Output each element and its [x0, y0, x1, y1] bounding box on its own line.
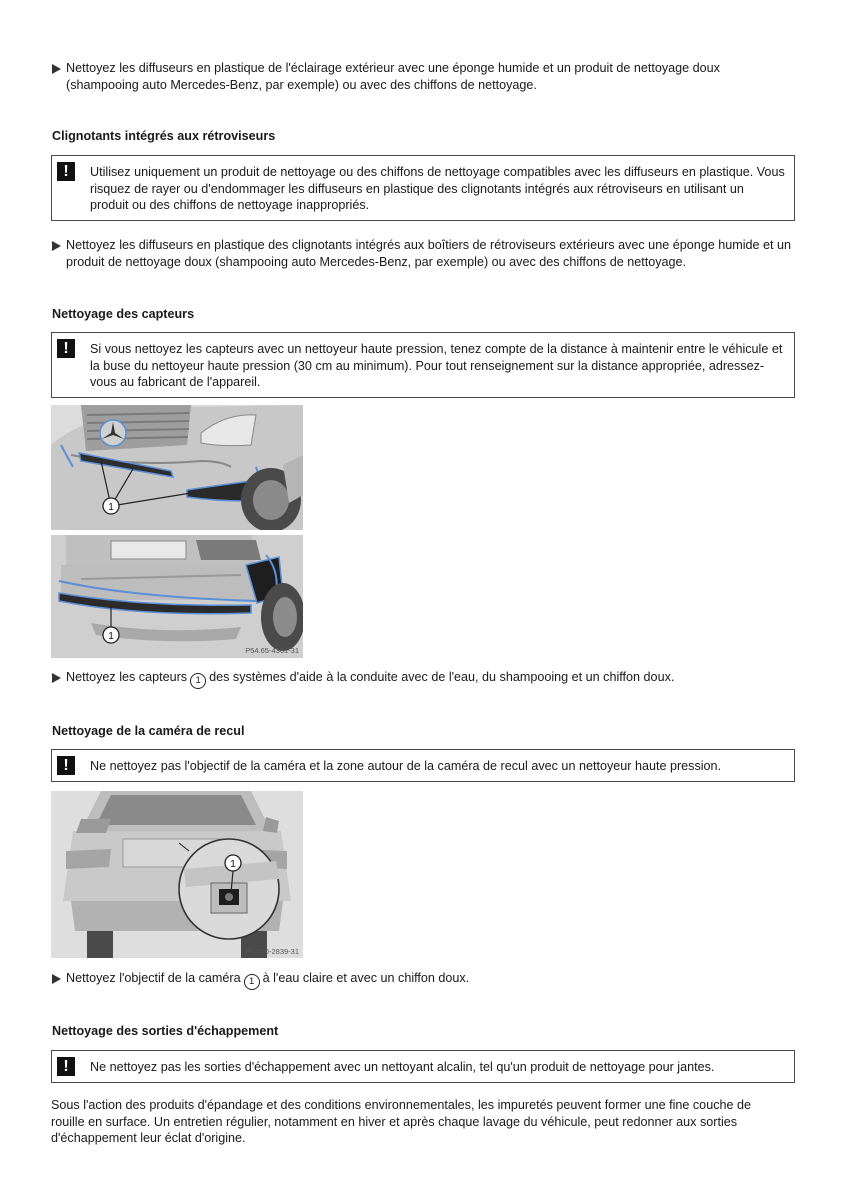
- step-text: Nettoyez l'objectif de la caméra: [66, 971, 241, 985]
- front-bumper-photo: [51, 405, 303, 530]
- heading-mirror-indicators: Clignotants intégrés aux rétroviseurs: [52, 129, 276, 143]
- warning-box-camera: [51, 749, 795, 782]
- step-arrow-icon: [52, 241, 61, 251]
- rear-camera-illustration: [51, 791, 303, 958]
- step-text: des systèmes d'aide à la conduite avec de l'eau, du shampooing et un chiffon doux.: [209, 670, 675, 684]
- step-sensors: [66, 669, 796, 689]
- warning-box-exhaust: [51, 1050, 795, 1083]
- step-arrow-icon: [52, 974, 61, 984]
- heading-exhaust-cleaning: Nettoyage des sorties d'échappement: [52, 1024, 279, 1038]
- exhaust-paragraph: Sous l'action des produits d'épandage et des conditions environnementales, les impuretés peuvent former une fine couche de rouille en surface. Un entretien régulier, notamment en hiver et après chaque lavage du véhicule, peut redonner aux sorties d'échappement leur éclat d'origine.: [51, 1098, 752, 1145]
- rear-camera-photo: [51, 791, 303, 958]
- intro-step: Nettoyez les diffuseurs en plastique de l'éclairage extérieur avec une éponge humide et un produit de nettoyage doux (shampooing auto Mercedes-Benz, par exemple) ou avec des chiffons de nettoyage.: [66, 61, 720, 92]
- warning-text: Utilisez uniquement un produit de nettoyage ou des chiffons de nettoyage compatibles avec les diffuseurs en plastique. Vous risquez de rayer ou d'endommager les diffuseurs en plastique des clignotants intégrés aux rétroviseurs en utilisant un produit ou des chiffons de nettoyage inappropriés.: [90, 165, 785, 212]
- callout-badge: 1: [190, 673, 206, 689]
- warning-icon: !: [57, 1057, 75, 1076]
- front-bumper-illustration: [51, 405, 303, 530]
- step-text: à l'eau claire et avec un chiffon doux.: [262, 971, 470, 985]
- figure-code: P54.00-2839-31: [245, 947, 299, 956]
- warning-box-mirrors: [51, 155, 795, 221]
- rear-bumper-illustration: [51, 535, 303, 658]
- step-arrow-icon: [52, 673, 61, 683]
- callout-badge: 1: [244, 974, 260, 990]
- figure-code: P54.65-4361-31: [245, 646, 299, 655]
- warning-icon: !: [57, 162, 75, 181]
- heading-sensor-cleaning: Nettoyage des capteurs: [52, 307, 195, 321]
- step-text: Nettoyez les capteurs: [66, 670, 188, 684]
- rear-bumper-photo: [51, 535, 303, 658]
- warning-icon: !: [57, 756, 75, 775]
- callout-number: 1: [108, 631, 114, 642]
- step-mirrors: Nettoyez les diffuseurs en plastique des clignotants intégrés aux boîtiers de rétroviseurs extérieurs avec une éponge humide et un produit de nettoyage doux (shampooing auto Mercedes-Benz, par exemple) ou avec des chiffons de nettoyage.: [66, 238, 792, 269]
- callout-number: 1: [108, 502, 114, 513]
- warning-icon: !: [57, 339, 75, 358]
- warning-text: Si vous nettoyez les capteurs avec un nettoyeur haute pression, tenez compte de la distance à maintenir entre le véhicule et la buse du nettoyeur haute pression (30 cm au minimum). Pour tout renseignement sur la distance appropriée, adressez-vous au fabricant de l'appareil.: [90, 342, 783, 389]
- warning-text: Ne nettoyez pas les sorties d'échappement avec un nettoyant alcalin, tel qu'un produit de nettoyage pour jantes.: [90, 1060, 715, 1074]
- warning-text: Ne nettoyez pas l'objectif de la caméra et la zone autour de la caméra de recul avec un nettoyeur haute pression.: [90, 759, 722, 773]
- heading-camera-cleaning: Nettoyage de la caméra de recul: [52, 724, 245, 738]
- step-camera: [66, 970, 796, 990]
- step-arrow-icon: [52, 64, 61, 74]
- warning-box-sensors: [51, 332, 795, 398]
- callout-number: 1: [230, 859, 236, 870]
